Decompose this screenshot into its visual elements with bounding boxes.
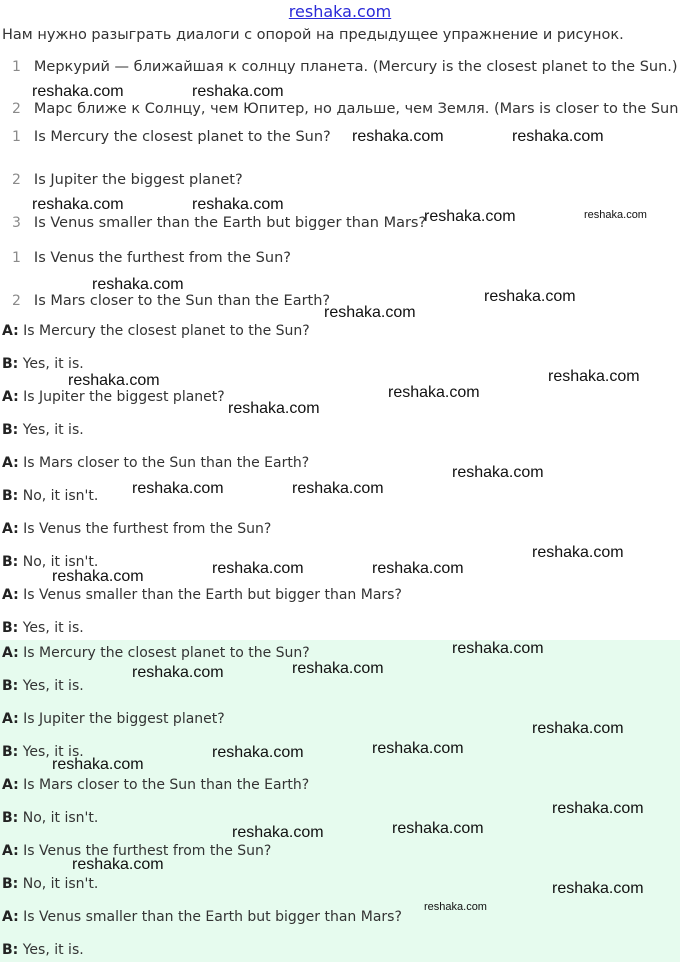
watermark: reshaka.com — [532, 720, 624, 737]
watermark: reshaka.com — [212, 560, 304, 577]
speaker-label: B: — [2, 488, 19, 504]
speaker-label: B: — [2, 356, 19, 372]
speaker-label: B: — [2, 554, 19, 570]
speaker-label: A: — [2, 843, 19, 859]
line-text: No, it isn't. — [18, 488, 99, 504]
watermark: reshaka.com — [424, 208, 516, 225]
watermark: reshaka.com — [92, 276, 184, 293]
watermark: reshaka.com — [372, 560, 464, 577]
item-text: Марс ближе к Солнцу, чем Юпитер, но дальше, чем Земля. (Mars is closer to the Sun — [33, 101, 679, 117]
watermark: reshaka.com — [372, 740, 464, 757]
line-text: No, it isn't. — [18, 810, 99, 826]
list-item — [12, 172, 243, 188]
line-text: Is Jupiter the biggest planet? — [18, 711, 225, 727]
watermark: reshaka.com — [72, 856, 164, 873]
line-text: Yes, it is. — [18, 356, 84, 372]
line-text: Is Mars closer to the Sun than the Earth? — [18, 455, 310, 471]
watermark: reshaka.com — [452, 640, 544, 657]
dialogue-line — [2, 942, 84, 958]
watermark: reshaka.com — [552, 800, 644, 817]
dialogue-line — [2, 876, 98, 892]
line-text: No, it isn't. — [18, 876, 99, 892]
line-text: Is Venus the furthest from the Sun? — [18, 521, 272, 537]
speaker-label: A: — [2, 455, 19, 471]
list-item — [12, 215, 426, 231]
dialogue-line — [2, 909, 402, 925]
watermark: reshaka.com — [232, 824, 324, 841]
watermark: reshaka.com — [228, 400, 320, 417]
line-text: Yes, it is. — [18, 942, 84, 958]
watermark: reshaka.com — [452, 464, 544, 481]
speaker-label: A: — [2, 777, 19, 793]
line-text: No, it isn't. — [18, 554, 99, 570]
item-text: Is Venus the furthest from the Sun? — [33, 250, 291, 266]
speaker-label: B: — [2, 422, 19, 438]
list-item — [12, 250, 291, 266]
dialogue-line — [2, 711, 225, 727]
line-text: Yes, it is. — [18, 744, 84, 760]
item-number: 1 — [12, 59, 21, 75]
watermark: reshaka.com — [324, 304, 416, 321]
speaker-label: A: — [2, 909, 19, 925]
watermark: reshaka.com — [552, 880, 644, 897]
item-text: Меркурий — ближайшая к солнцу планета. (Mercury is the closest planet to the Sun.) — [33, 59, 678, 75]
dialogue-line — [2, 620, 84, 636]
watermark: reshaka.com — [512, 128, 604, 145]
dialogue-line — [2, 587, 402, 603]
watermark: reshaka.com — [584, 209, 647, 221]
dialogue-line — [2, 422, 84, 438]
item-number: 2 — [12, 293, 21, 309]
line-text: Is Venus the furthest from the Sun? — [18, 843, 272, 859]
watermark: reshaka.com — [548, 368, 640, 385]
speaker-label: A: — [2, 323, 19, 339]
speaker-label: A: — [2, 587, 19, 603]
watermark: reshaka.com — [424, 901, 487, 913]
watermark: reshaka.com — [52, 568, 144, 585]
dialogue-line — [2, 810, 98, 826]
dialogue-line — [2, 521, 271, 537]
watermark: reshaka.com — [52, 756, 144, 773]
site-header-link[interactable]: reshaka.com — [288, 2, 392, 21]
watermark: reshaka.com — [292, 480, 384, 497]
watermark: reshaka.com — [392, 820, 484, 837]
item-number: 2 — [12, 101, 21, 117]
item-number: 1 — [12, 129, 21, 145]
watermark: reshaka.com — [292, 660, 384, 677]
dialogue-line — [2, 645, 310, 661]
line-text: Is Mercury the closest planet to the Sun? — [18, 323, 310, 339]
item-text: Is Mars closer to the Sun than the Earth? — [33, 293, 331, 309]
watermark: reshaka.com — [132, 664, 224, 681]
watermark: reshaka.com — [32, 83, 124, 100]
watermark: reshaka.com — [132, 480, 224, 497]
dialogue-line — [2, 323, 310, 339]
watermark: reshaka.com — [484, 288, 576, 305]
line-text: Yes, it is. — [18, 422, 84, 438]
speaker-label: B: — [2, 678, 19, 694]
list-item — [12, 59, 678, 75]
speaker-label: A: — [2, 645, 19, 661]
dialogue-line — [2, 777, 309, 793]
watermark: reshaka.com — [532, 544, 624, 561]
line-text: Yes, it is. — [18, 678, 84, 694]
dialogue-line — [2, 455, 309, 471]
list-item — [12, 293, 330, 309]
line-text: Yes, it is. — [18, 620, 84, 636]
item-number: 1 — [12, 250, 21, 266]
dialogue-line — [2, 678, 84, 694]
item-text: Is Jupiter the biggest planet? — [33, 172, 243, 188]
dialogue-line — [2, 356, 84, 372]
speaker-label: A: — [2, 711, 19, 727]
speaker-label: A: — [2, 521, 19, 537]
watermark: reshaka.com — [68, 372, 160, 389]
item-text: Is Mercury the closest planet to the Sun? — [33, 129, 331, 145]
speaker-label: B: — [2, 620, 19, 636]
dialogue-line — [2, 389, 225, 405]
task-intro: Нам нужно разыграть диалоги с опорой на предыдущее упражнение и рисунок. — [2, 27, 624, 43]
speaker-label: A: — [2, 389, 19, 405]
line-text: Is Venus smaller than the Earth but bigger than Mars? — [18, 587, 402, 603]
watermark: reshaka.com — [192, 196, 284, 213]
item-number: 2 — [12, 172, 21, 188]
speaker-label: B: — [2, 876, 19, 892]
item-text: Is Venus smaller than the Earth but bigger than Mars? — [33, 215, 427, 231]
speaker-label: B: — [2, 744, 19, 760]
line-text: Is Jupiter the biggest planet? — [18, 389, 225, 405]
watermark: reshaka.com — [388, 384, 480, 401]
line-text: Is Venus smaller than the Earth but bigger than Mars? — [18, 909, 402, 925]
line-text: Is Mars closer to the Sun than the Earth? — [18, 777, 310, 793]
watermark: reshaka.com — [352, 128, 444, 145]
dialogue-line — [2, 488, 98, 504]
watermark: reshaka.com — [192, 83, 284, 100]
list-item — [12, 129, 331, 145]
speaker-label: B: — [2, 810, 19, 826]
watermark: reshaka.com — [32, 196, 124, 213]
line-text: Is Mercury the closest planet to the Sun? — [18, 645, 310, 661]
watermark: reshaka.com — [212, 744, 304, 761]
list-item — [12, 101, 678, 117]
item-number: 3 — [12, 215, 21, 231]
speaker-label: B: — [2, 942, 19, 958]
